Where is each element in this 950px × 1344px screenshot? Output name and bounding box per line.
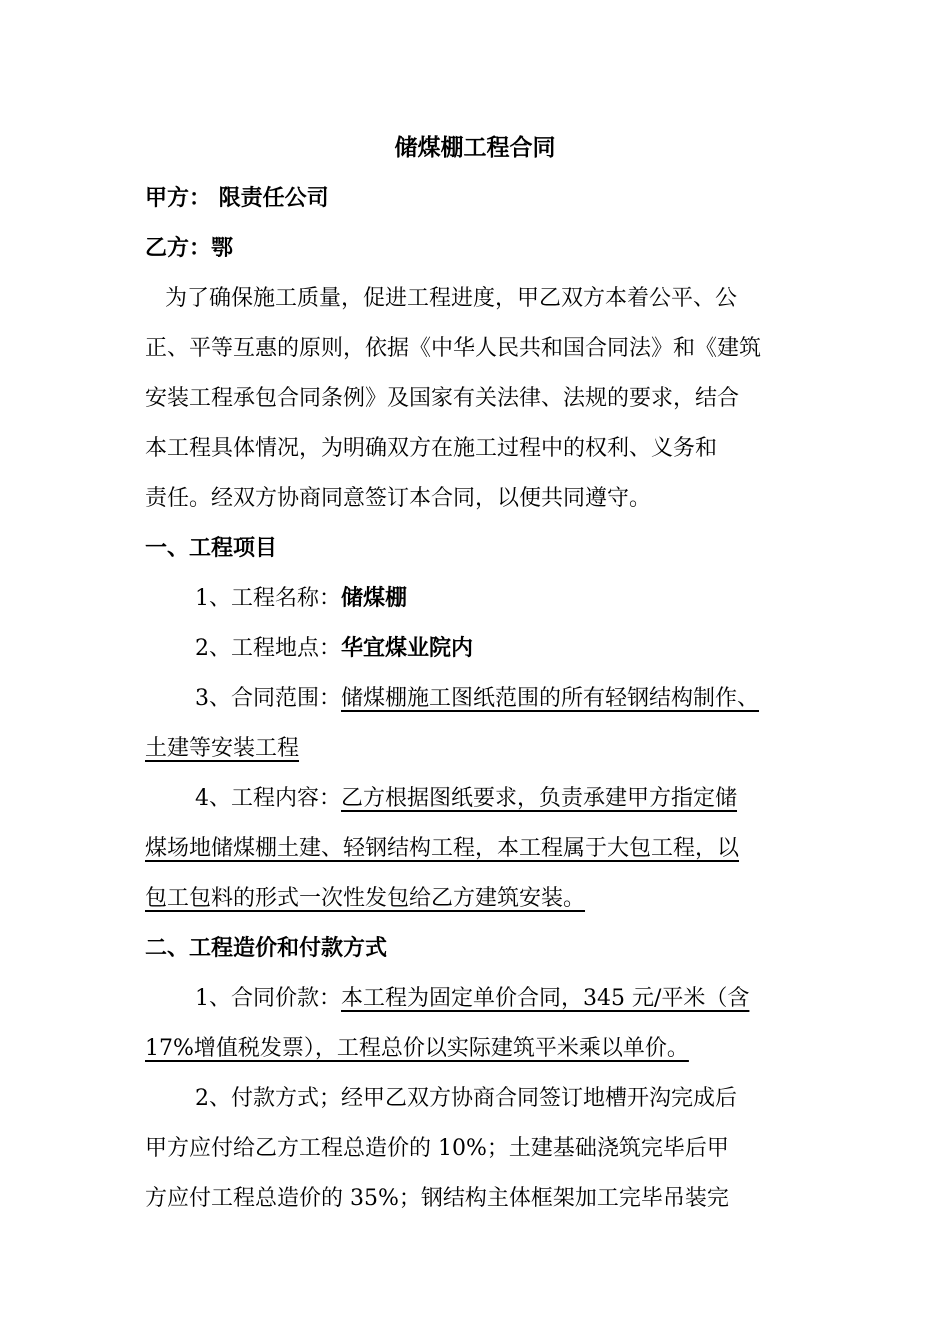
item-value-cont: 包工包料的形式一次性发包给乙方建筑安装。 <box>145 886 586 911</box>
item-label: 1、合同价款： <box>195 986 341 1011</box>
item-value-cont: 17%增值税发票），工程总价以实际建筑平米乘以单价。 <box>145 1036 689 1061</box>
item-project-content <box>195 783 875 815</box>
item-value: 乙方根据图纸要求，负责承建甲方指定储 <box>341 786 738 811</box>
item-payment-method-cont-1: 甲方应付给乙方工程总造价的 10%；土建基础浇筑完毕后甲 <box>145 1136 729 1161</box>
item-payment-method-cont-2: 方应付工程总造价的 35%；钢结构主体框架加工完毕吊装完 <box>145 1186 729 1211</box>
item-label: 3、合同范围： <box>195 686 341 711</box>
preamble-line-3: 安装工程承包合同条例》及国家有关法律、法规的要求，结合 <box>145 386 740 411</box>
item-payment-method: 2、付款方式；经甲乙双方协商合同签订地槽开沟完成后 <box>195 1086 737 1111</box>
section-1-heading: 一、工程项目 <box>145 536 278 561</box>
preamble-line-5: 责任。经双方协商同意签订本合同，以便共同遵守。 <box>145 486 652 511</box>
preamble-line-4: 本工程具体情况，为明确双方在施工过程中的权利、义务和 <box>145 436 718 461</box>
item-label: 4、工程内容： <box>195 786 341 811</box>
section-2-heading: 二、工程造价和付款方式 <box>145 936 388 961</box>
item-value: 储煤棚施工图纸范围的所有轻钢结构制作、 <box>341 686 760 711</box>
item-project-name <box>195 583 875 615</box>
item-contract-scope-cont <box>145 733 825 765</box>
item-value: 储煤棚 <box>341 586 408 611</box>
item-project-content-cont-1 <box>145 833 825 865</box>
preamble-line-1: 为了确保施工质量，促进工程进度，甲乙双方本着公平、公 <box>165 286 738 311</box>
item-project-content-cont-2 <box>145 883 825 915</box>
item-contract-price <box>195 983 875 1015</box>
item-contract-scope <box>195 683 875 715</box>
party-a-line: 甲方： 限责任公司 <box>145 186 329 211</box>
item-value-cont: 煤场地储煤棚土建、轻钢结构工程，本工程属于大包工程，以 <box>145 836 740 861</box>
item-value: 华宜煤业院内 <box>341 636 474 661</box>
item-value-cont: 土建等安装工程 <box>145 736 300 761</box>
document-title: 储煤棚工程合同 <box>394 135 556 161</box>
item-contract-price-cont <box>145 1033 825 1065</box>
preamble-line-2: 正、平等互惠的原则，依据《中华人民共和国合同法》和《建筑 <box>145 336 762 361</box>
item-project-location <box>195 633 875 665</box>
item-label: 2、工程地点： <box>195 636 341 661</box>
item-value: 本工程为固定单价合同，345 元/平米（含 <box>341 986 750 1011</box>
party-b-line: 乙方：鄂 <box>145 236 234 261</box>
item-label: 1、工程名称： <box>195 586 341 611</box>
